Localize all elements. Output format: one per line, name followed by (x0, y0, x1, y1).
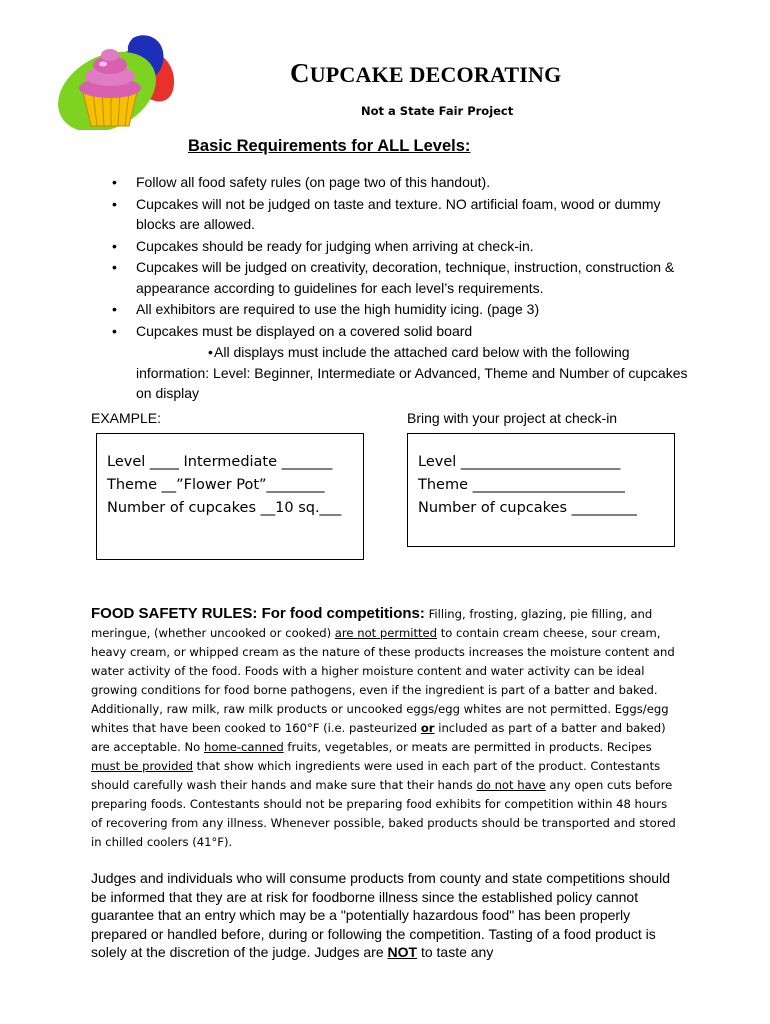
list-item: • Cupcakes will not be judged on taste and texture. NO artificial foam, wood or dummy blocks are allowed. (136, 194, 696, 235)
card-level-line: Level ____ Intermediate _______ (107, 454, 333, 470)
requirements-list (136, 172, 696, 404)
not-emphasis: NOT (387, 944, 418, 960)
list-item: • Cupcakes will be judged on creativity, decoration, technique, instruction, construction & appearance according to guidelines for each level’s requirements. (136, 257, 696, 298)
cupcake-logo (55, 30, 185, 130)
list-item: • Cupcakes must be displayed on a covered solid board (136, 321, 696, 342)
list-item: • Cupcakes should be ready for judging when arriving at check-in. (136, 236, 696, 257)
judges-paragraph: Judges and individuals who will consume products from county and state competitions should be informed that they are at risk for foodborne illness since the established policy cannot guarantee that an entry which may be a "potentially hazardous food" has been properly prepared or handled before, during or following the competition. Tasting of a food product is solely at the discretion of the judge. Judges are NOT to taste any (91, 870, 670, 960)
card-count-line: Number of cupcakes _________ (418, 500, 637, 516)
bring-label: Bring with your project at check-in (407, 410, 618, 426)
card-level-line: Level ______________________ (418, 454, 621, 470)
list-item: • Follow all food safety rules (on page two of this handout). (136, 172, 696, 193)
page-subtitle: Not a State Fair Project (361, 104, 514, 118)
card-count-line: Number of cupcakes __10 sq.___ (107, 500, 342, 516)
food-safety-lead: FOOD SAFETY RULES: For food competitions: (91, 605, 425, 622)
card-theme-line: Theme _____________________ (418, 477, 625, 493)
sub-bullet-text: All displays must include the attached card below with the following information: Level: Beginner, Intermediate or Advanced, Theme and Number of cupcakes on display (136, 344, 688, 401)
card-theme-line: Theme __”Flower Pot”________ (107, 477, 325, 493)
example-card (96, 433, 364, 560)
page-title: CUPCAKE DECORATING (290, 58, 562, 88)
sub-bullet (136, 342, 696, 404)
example-label: EXAMPLE: (91, 410, 162, 426)
blank-card (407, 433, 675, 547)
requirements-heading: Basic Requirements for ALL Levels: (188, 137, 471, 155)
list-item: • All exhibitors are required to use the high humidity icing. (page 3) (136, 299, 696, 320)
bullet-icon: • (208, 344, 213, 360)
food-safety-paragraph: FOOD SAFETY RULES: For food competitions: Filling, frosting, glazing, pie filling, and meringue, (whether uncooked or cooked) are not permitted to contain cream cheese, sour cream, heavy cream, or whipped cream as the nature of these products increases the moisture content and water activity of the food. Foods with a higher moisture content and water activity can be ideal growing conditions for food borne pathogens, even if the ingredient is part of a batter and baked. Additionally, raw milk, raw milk products or uncooked eggs/egg whites are not permitted. Eggs/egg whites that have been cooked to 160°F (i.e. pasteurized or included as part of a batter and baked) are acceptable. No home-canned fruits, vegetables, or meats are permitted in products. Recipes must be provided that show which ingredients were used in each part of the product. Contestants should carefully wash their hands and make sure that their hands do not have any open cuts before preparing foods. Contestants should not be preparing food exhibits for competition within 48 hours of recovering from any illness. Whenever possible, baked products should be transported and stored in chilled coolers (41°F). (91, 605, 676, 849)
